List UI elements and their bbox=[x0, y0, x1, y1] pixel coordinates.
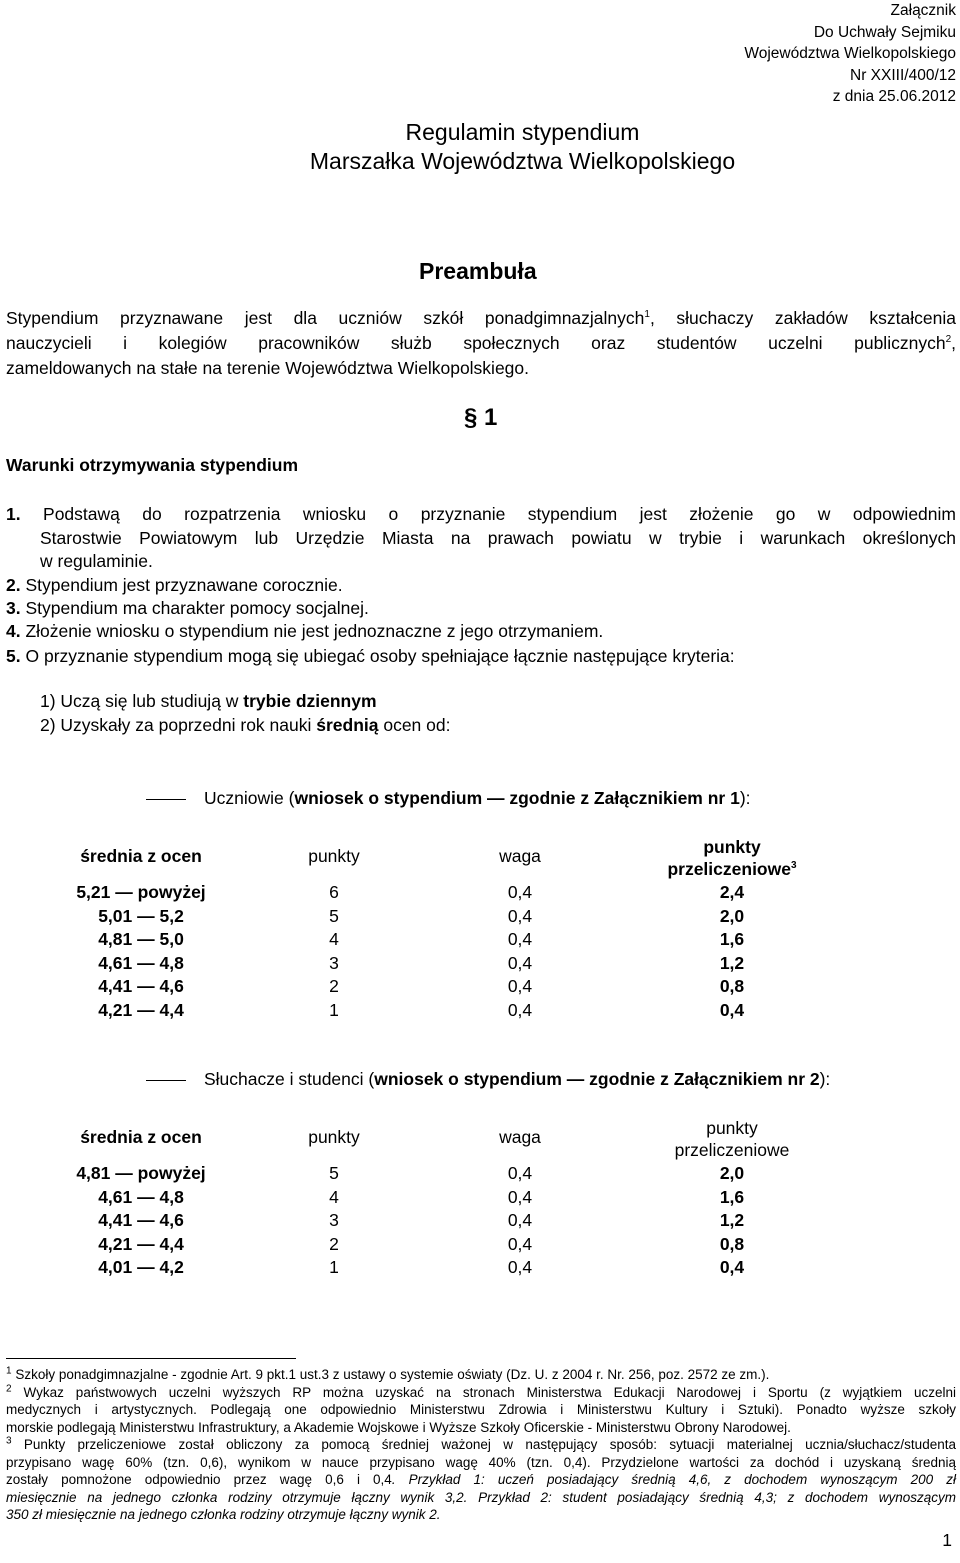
table-studenci bbox=[36, 1113, 846, 1280]
text: 1) Uczą się lub studiują w bbox=[40, 691, 244, 711]
header-line: Załącznik bbox=[890, 2, 956, 19]
table-row bbox=[36, 1162, 846, 1186]
footnotes bbox=[6, 1366, 956, 1524]
cell: 1,6 bbox=[719, 929, 745, 950]
cell: 0,4 bbox=[507, 905, 533, 926]
table-1-label bbox=[146, 788, 751, 809]
header-line: Do Uchwały Sejmiku bbox=[813, 23, 956, 41]
preamble-line: zameldowanych na stałe na terenie Województwa Wielkopolskiego. bbox=[6, 358, 530, 378]
header-block bbox=[744, 0, 956, 108]
footnote-line: morskie podlegają Ministerstwu Infrastruktury, a Akademie Wojskowe i Wyższe Szkoły Oficerskie - Ministerstwu Obrony Narodowej. bbox=[6, 1419, 791, 1435]
title-line-2: Marszałka Województwa Wielkopolskiego bbox=[309, 148, 736, 174]
header-line: Nr XXIII/400/12 bbox=[850, 66, 956, 84]
text: Uczniowie ( bbox=[204, 788, 295, 808]
cell: 1,2 bbox=[719, 952, 745, 973]
preamble-line bbox=[6, 306, 956, 331]
cell: 0,4 bbox=[507, 1233, 533, 1254]
footnote-line bbox=[6, 1506, 956, 1524]
cell: 0,4 bbox=[719, 1257, 745, 1278]
cell: 2 bbox=[329, 976, 339, 997]
header-text: przeliczeniowe bbox=[674, 1139, 790, 1160]
list-item bbox=[6, 620, 603, 644]
footnote-ref: 2 bbox=[945, 334, 952, 346]
cell: 1 bbox=[329, 999, 339, 1020]
footnote-mark: 1 bbox=[6, 1365, 12, 1377]
header-cell: średnia z ocen bbox=[80, 1127, 202, 1147]
footnote-line: medycznych i artystycznych. Podlegają one odpowiednio Ministerstwu Zdrowia i Ministerstwu Kultury i Sztuki). Ponadto wyższe szkoły bbox=[6, 1402, 956, 1417]
title-line-1: Regulamin stypendium bbox=[405, 119, 640, 145]
item-number: 2. bbox=[6, 575, 21, 595]
table-row bbox=[36, 1233, 846, 1257]
criterion-1 bbox=[40, 691, 377, 712]
cell: 0,8 bbox=[719, 976, 745, 997]
text-italic: 350 zł miesięcznie na jednego członka rodziny otrzymuje łączny wynik 2. bbox=[6, 1507, 441, 1522]
text-bold: trybie dziennym bbox=[243, 691, 377, 711]
text: Słuchacze i studenci ( bbox=[204, 1069, 375, 1089]
list-item bbox=[6, 574, 343, 598]
cell: 4,21 — 4,4 bbox=[98, 999, 184, 1020]
footnote-line bbox=[6, 1436, 956, 1454]
cell: 4,81 — powyżej bbox=[76, 1163, 206, 1184]
text: Punkty przeliczeniowe został obliczony za pomocą średniej ważonej w następujący sposób: sytuacji materialnej ucznia/słuchacz/studenta bbox=[23, 1437, 956, 1452]
header-cell: punkty bbox=[308, 846, 360, 866]
cell: 0,4 bbox=[507, 1186, 533, 1207]
item-number: 5. bbox=[6, 646, 21, 666]
footnote-line: przypisano wagę 60% (tzn. 0,6), wynikom w nauce przypisano wagę 40% (tzn. 0,4). Przydzielone wartości za dochód i uzyskaną średnią bbox=[6, 1454, 956, 1470]
cell: 0,4 bbox=[507, 952, 533, 973]
cell: 2,0 bbox=[719, 905, 745, 926]
table-row bbox=[36, 928, 846, 952]
text: ): bbox=[739, 788, 751, 808]
cell: 0,4 bbox=[507, 882, 533, 903]
item-text: Stypendium jest przyznawane corocznie. bbox=[25, 575, 343, 595]
list-item bbox=[6, 503, 956, 574]
cell: 4,61 — 4,8 bbox=[98, 952, 184, 973]
text: Stypendium przyznawane jest dla uczniów szkół ponadgimnazjalnych bbox=[6, 308, 645, 328]
table-header-row bbox=[36, 1113, 846, 1162]
table-row bbox=[36, 999, 846, 1023]
item-number: 3. bbox=[6, 598, 21, 618]
section-heading: Warunki otrzymywania stypendium bbox=[6, 455, 299, 475]
footnote-line bbox=[6, 1366, 956, 1384]
cell: 3 bbox=[329, 952, 339, 973]
footnote-line bbox=[6, 1489, 956, 1507]
header-text: punkty bbox=[706, 1117, 758, 1138]
table-row bbox=[36, 881, 846, 905]
table-2-label bbox=[146, 1069, 830, 1090]
item-line bbox=[6, 503, 956, 527]
cell: 4,41 — 4,6 bbox=[98, 1210, 184, 1231]
cell: 0,4 bbox=[507, 999, 533, 1020]
cell: 5 bbox=[329, 905, 339, 926]
header-line: Województwa Wielkopolskiego bbox=[744, 45, 956, 62]
cell: 1,2 bbox=[719, 1210, 745, 1231]
text-bold: wniosek o stypendium — zgodnie z Załącznikiem nr 1 bbox=[294, 788, 740, 808]
cell: 0,4 bbox=[507, 929, 533, 950]
header-line: z dnia 25.06.2012 bbox=[832, 88, 956, 105]
item-line: Starostwie Powiatowym lub Urzędzie Miasta na prawach powiatu w trybie i warunkach określonych bbox=[40, 527, 956, 548]
cell: 2,0 bbox=[719, 1163, 745, 1184]
header-cell: waga bbox=[499, 846, 541, 866]
item-text: Podstawą do rozpatrzenia wniosku o przyznanie stypendium jest złożenie go w odpowiednim bbox=[43, 504, 956, 524]
cell: 3 bbox=[329, 1210, 339, 1231]
header-cell bbox=[618, 1113, 846, 1162]
cell: 0,8 bbox=[719, 1233, 745, 1254]
header-text bbox=[618, 858, 846, 880]
table-uczniowie bbox=[36, 832, 846, 1022]
cell: 0,4 bbox=[719, 999, 745, 1020]
text: nauczycieli i kolegiów pracowników służb społecznych oraz studentów uczelni publicznych bbox=[6, 333, 946, 353]
list-item bbox=[6, 645, 735, 669]
table-row bbox=[36, 905, 846, 929]
preamble-heading: Preambuła bbox=[419, 258, 537, 284]
cell: 4,81 — 5,0 bbox=[98, 929, 184, 950]
header-cell: punkty bbox=[308, 1127, 360, 1147]
text-italic: . Przykład 1: uczeń posiadający średnią 4,6, z dochodem wynoszącym 200 zł bbox=[391, 1472, 956, 1487]
section-sign: § 1 bbox=[464, 404, 498, 431]
cell: 4 bbox=[329, 929, 339, 950]
item-text: Złożenie wniosku o stypendium nie jest jednoznaczne z jego otrzymaniem. bbox=[25, 621, 604, 641]
text: , słuchaczy zakładów kształcenia bbox=[649, 308, 956, 328]
text: Wykaz państwowych uczelni wyższych RP można uzyskać na stronach Ministerstwa Edukacji Narodowej i Sportu (z wyjątkiem uczelni bbox=[23, 1384, 956, 1400]
table-row bbox=[36, 1209, 846, 1233]
dash-bullet bbox=[146, 1080, 186, 1081]
criterion-2 bbox=[40, 715, 450, 736]
cell: 0,4 bbox=[507, 976, 533, 997]
item-number: 1. bbox=[6, 504, 21, 524]
cell: 0,4 bbox=[507, 1163, 533, 1184]
text-bold: średnią bbox=[316, 715, 379, 735]
footnote-line bbox=[6, 1384, 956, 1402]
cell: 2 bbox=[329, 1233, 339, 1254]
text: zostały pomnożone odpowiednio przez wagę 0,6 i 0,4 bbox=[6, 1472, 392, 1487]
cell: 1 bbox=[329, 1257, 339, 1278]
table-row bbox=[36, 1186, 846, 1210]
table-row bbox=[36, 952, 846, 976]
cell: 1,6 bbox=[719, 1186, 745, 1207]
cell: 6 bbox=[329, 882, 339, 903]
cell: 5,01 — 5,2 bbox=[98, 905, 184, 926]
cell: 2,4 bbox=[719, 882, 745, 903]
preamble-line bbox=[6, 331, 956, 356]
footnote-mark: 3 bbox=[6, 1435, 12, 1447]
text: przeliczeniowe bbox=[667, 858, 791, 879]
document-title bbox=[0, 118, 960, 176]
page-number: 1 bbox=[942, 1530, 952, 1550]
header-cell: średnia z ocen bbox=[80, 846, 202, 866]
header-cell: waga bbox=[499, 1127, 541, 1147]
cell: 5,21 — powyżej bbox=[76, 882, 206, 903]
cell: 0,4 bbox=[507, 1210, 533, 1231]
table-row bbox=[36, 975, 846, 999]
footnote-line bbox=[6, 1471, 956, 1489]
cell: 4 bbox=[329, 1186, 339, 1207]
text: ): bbox=[819, 1069, 831, 1089]
list-item bbox=[6, 597, 369, 621]
item-number: 4. bbox=[6, 621, 21, 641]
item-line: w regulaminie. bbox=[40, 551, 153, 571]
cell: 4,61 — 4,8 bbox=[98, 1186, 184, 1207]
cell: 0,4 bbox=[507, 1257, 533, 1278]
cell: 4,21 — 4,4 bbox=[98, 1233, 184, 1254]
table-header-row bbox=[36, 832, 846, 881]
preamble-text bbox=[6, 306, 956, 381]
item-text: Stypendium ma charakter pomocy socjalnej. bbox=[25, 598, 369, 618]
header-text: punkty bbox=[703, 836, 761, 857]
cell: 4,41 — 4,6 bbox=[98, 976, 184, 997]
text: 2) Uzyskały za poprzedni rok nauki bbox=[40, 715, 317, 735]
item-text: O przyznanie stypendium mogą się ubiegać osoby spełniające łącznie następujące kryteria: bbox=[25, 646, 735, 666]
header-cell bbox=[618, 832, 846, 881]
text: Szkoły ponadgimnazjalne - zgodnie Art. 9 pkt.1 ust.3 z ustawy o systemie oświaty (Dz. U. z 2004 r. Nr. 256, poz. 2572 ze zm.). bbox=[15, 1367, 770, 1382]
footnote-ref: 3 bbox=[790, 859, 797, 871]
text: , bbox=[951, 333, 956, 353]
cell: 4,01 — 4,2 bbox=[98, 1257, 184, 1278]
footnote-ref: 1 bbox=[644, 309, 650, 321]
cell: 5 bbox=[329, 1163, 339, 1184]
footnote-mark: 2 bbox=[6, 1383, 12, 1394]
table-row bbox=[36, 1256, 846, 1280]
text-italic: miesięcznie na jednego członka rodziny otrzymuje łączny wynik 3,2. Przykład 2: student posiadający średnią 4,3; z dochodem wynoszącym bbox=[6, 1489, 956, 1505]
footnote-divider bbox=[6, 1358, 296, 1359]
dash-bullet bbox=[146, 799, 186, 800]
text: ocen od: bbox=[378, 715, 451, 735]
text-bold: wniosek o stypendium — zgodnie z Załącznikiem nr 2 bbox=[374, 1069, 820, 1089]
